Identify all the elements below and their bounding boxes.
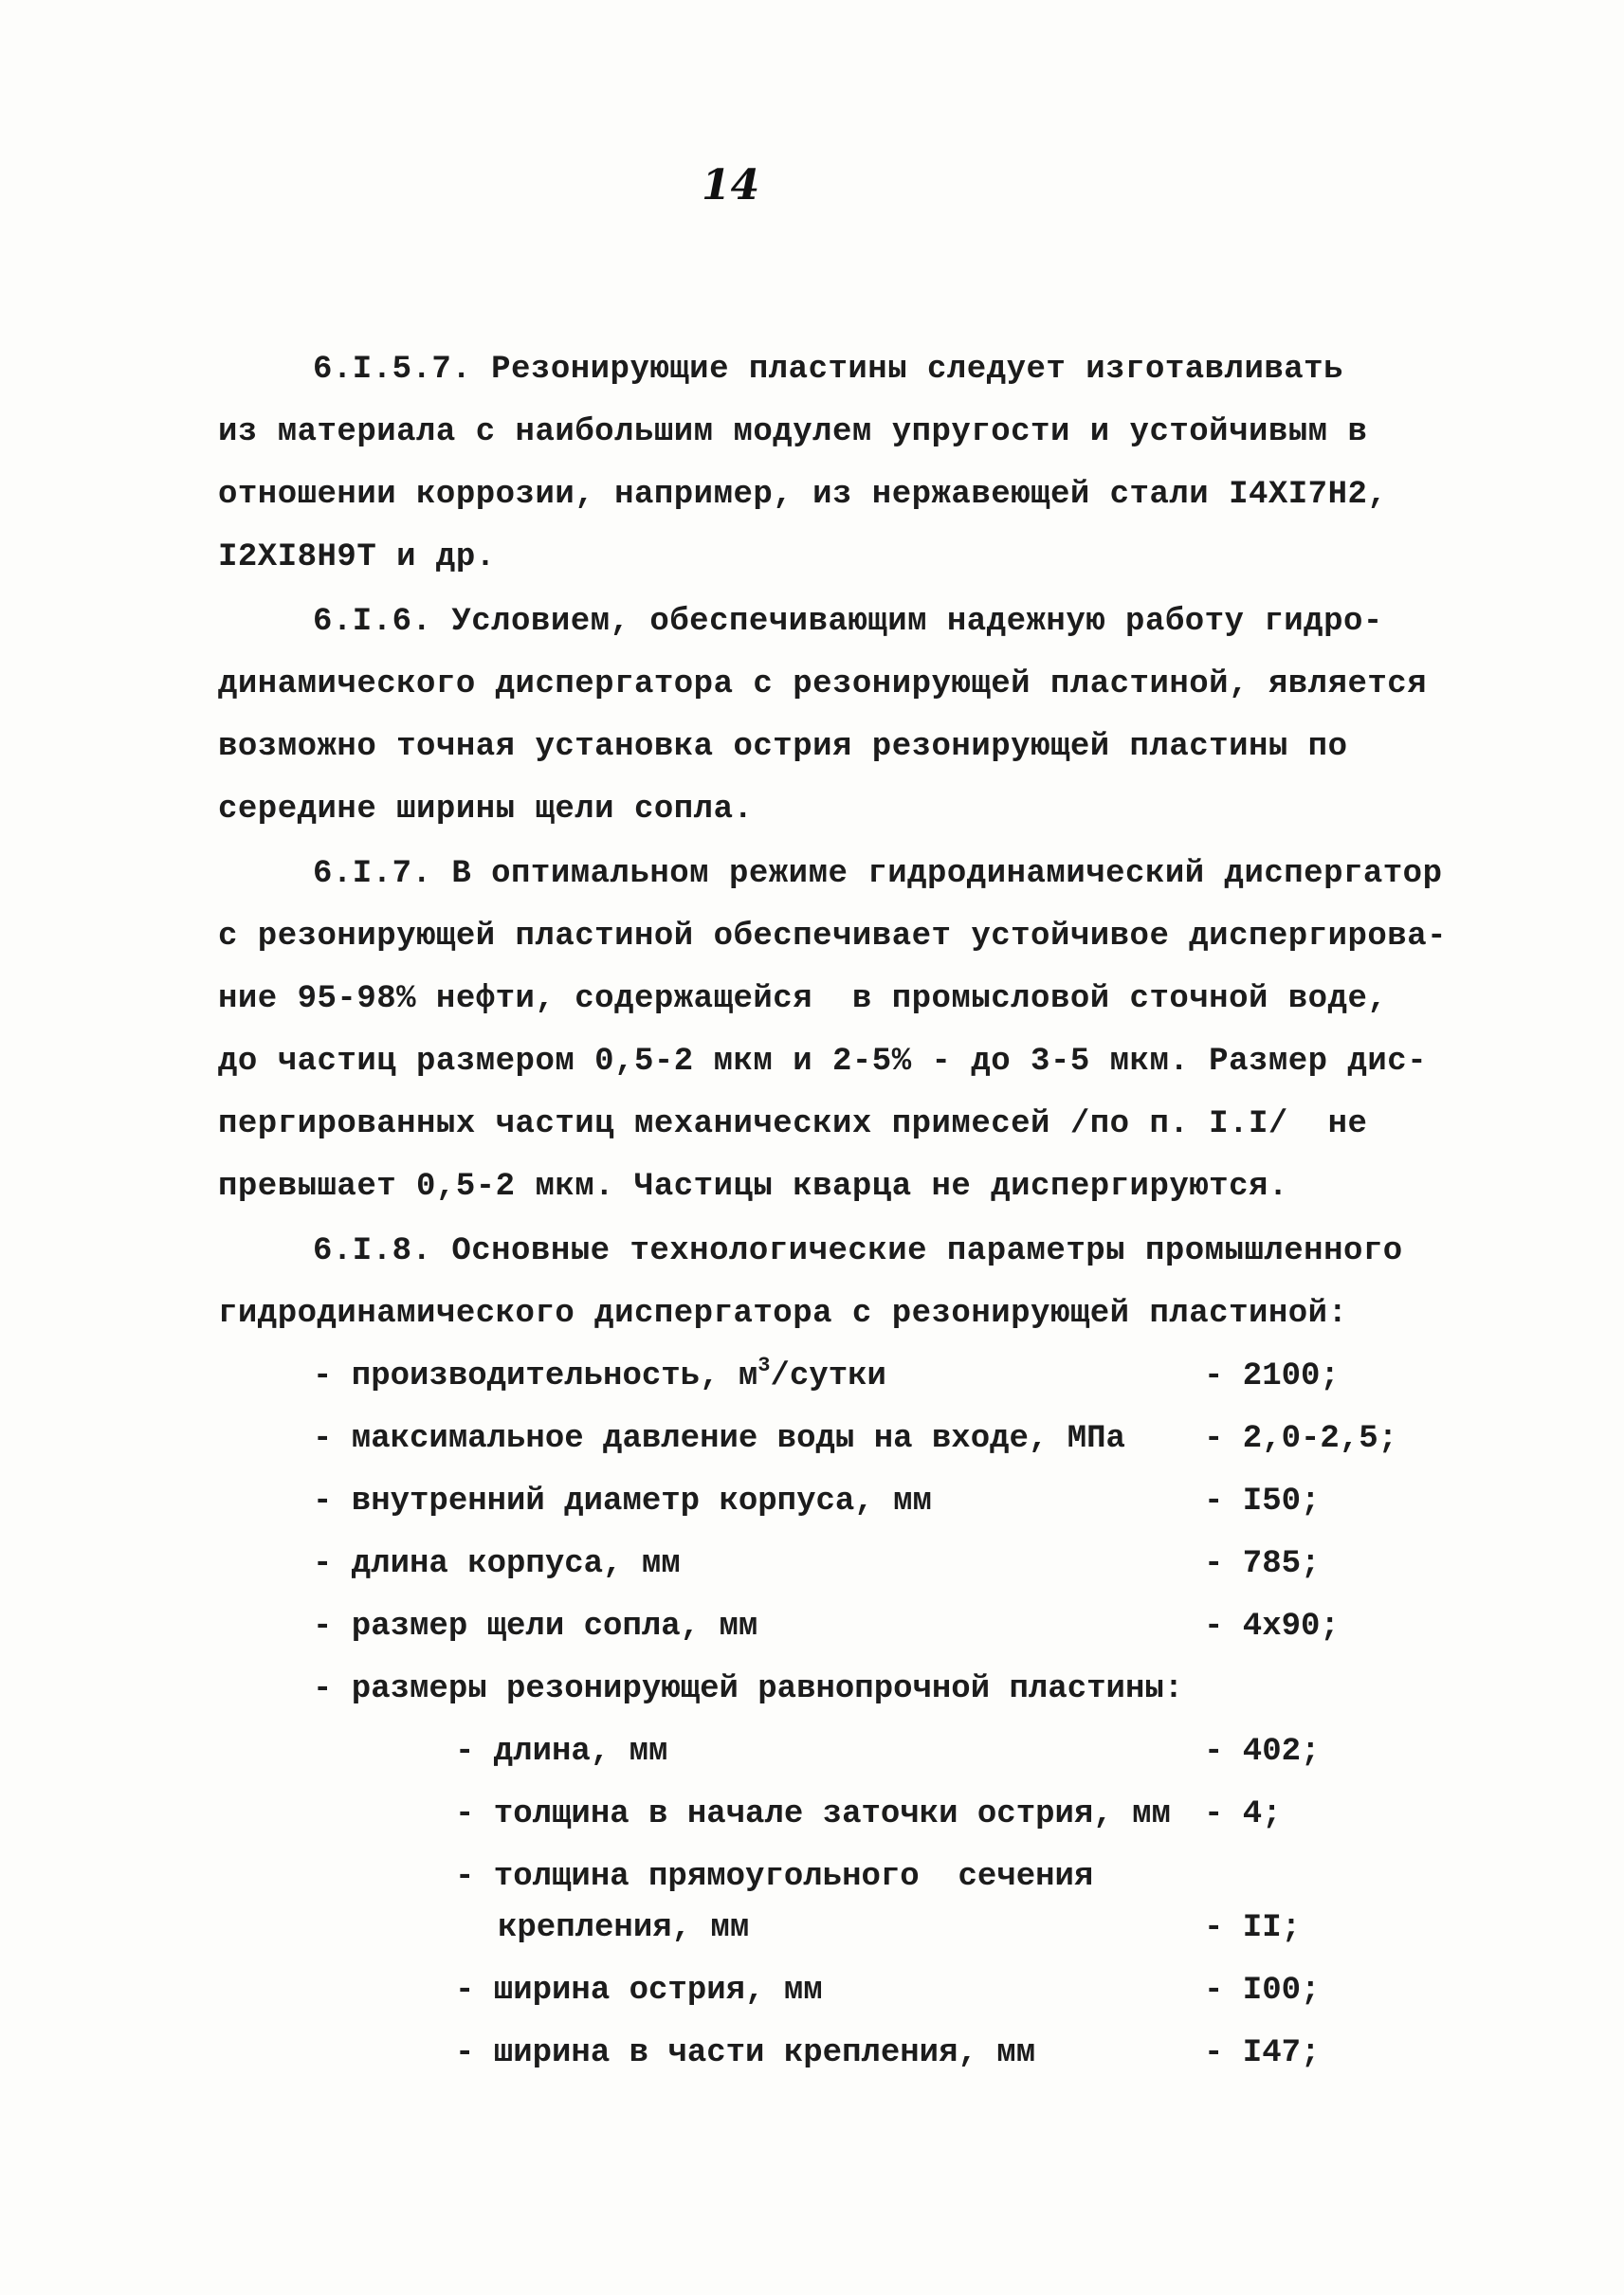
spec-value: - I50; xyxy=(1204,1484,1321,1520)
spec-value: - 785; xyxy=(1204,1546,1321,1582)
paragraph-line: до частиц размером 0,5-2 мкм и 2-5% - до 3-5 мкм. Размер дис- xyxy=(218,1044,1428,1080)
paragraph-line: середине ширины щели сопла. xyxy=(218,792,754,828)
spec-value: - 2100; xyxy=(1204,1358,1340,1394)
sub-spec-label: - толщина прямоугольного сечения xyxy=(455,1859,1094,1895)
spec-value: - 4x90; xyxy=(1204,1609,1340,1645)
paragraph-line: ние 95-98% нефти, содержащейся в промысловой сточной воде, xyxy=(218,981,1388,1017)
paragraph-line: возможно точная установка острия резонирующей пластины по xyxy=(218,729,1348,765)
paragraph-line: пергированных частиц механических примесей /по п. I.I/ не xyxy=(218,1106,1368,1142)
sub-spec-label: - толщина в начале заточки острия, мм xyxy=(455,1796,1171,1832)
paragraph-line: 6.I.8. Основные технологические параметры промышленного xyxy=(313,1233,1403,1269)
paragraph-line: динамического диспергатора с резонирующей пластиной, является xyxy=(218,666,1428,702)
sub-spec-value: - 402; xyxy=(1204,1734,1321,1770)
paragraph-line: 6.I.5.7. Резонирующие пластины следует изготавливать xyxy=(313,352,1343,388)
paragraph-line: из материала с наибольшим модулем упругости и устойчивым в xyxy=(218,414,1368,450)
spec-label: - размер щели сопла, мм xyxy=(313,1609,758,1645)
spec-value: - 2,0-2,5; xyxy=(1204,1421,1398,1457)
spec-label: - производительность, $м^3$/сутки xyxy=(313,1354,886,1394)
sub-spec-label: - ширина в части крепления, мм xyxy=(455,2035,1036,2071)
sub-spec-label: - длина, мм xyxy=(455,1734,668,1770)
paragraph-line: гидродинамического диспергатора с резонирующей пластиной: xyxy=(218,1296,1348,1332)
sub-spec-value: - 4; xyxy=(1204,1796,1282,1832)
paragraph-line: превышает 0,5-2 мкм. Частицы кварца не диспергируются. xyxy=(218,1169,1288,1205)
spec-label: - максимальное давление воды на входе, МПа xyxy=(313,1421,1125,1457)
sub-spec-label-cont: крепления, мм xyxy=(498,1910,750,1946)
spec-label: - длина корпуса, мм xyxy=(313,1546,681,1582)
paragraph-line: с резонирующей пластиной обеспечивает устойчивое диспергирова- xyxy=(218,919,1448,955)
page-number: 14 xyxy=(702,161,760,209)
sub-spec-value: - I00; xyxy=(1204,1973,1321,2009)
paragraph-line: 6.I.7. В оптимальном режиме гидродинамический диспергатор xyxy=(313,856,1443,892)
sub-spec-label: - ширина острия, мм xyxy=(455,1973,823,2009)
sub-spec-value: - I47; xyxy=(1204,2035,1321,2071)
spec-label: - внутренний диаметр корпуса, мм xyxy=(313,1484,932,1520)
paragraph-line: 6.I.6. Условием, обеспечивающим надежную работу гидро- xyxy=(313,604,1383,640)
paragraph-line: I2XI8H9T и др. xyxy=(218,539,496,575)
sub-spec-value: - II; xyxy=(1204,1910,1302,1946)
spec-label: - размеры резонирующей равнопрочной пластины: xyxy=(313,1671,1184,1707)
paragraph-line: отношении коррозии, например, из нержавеющей стали I4XI7H2, xyxy=(218,477,1388,513)
